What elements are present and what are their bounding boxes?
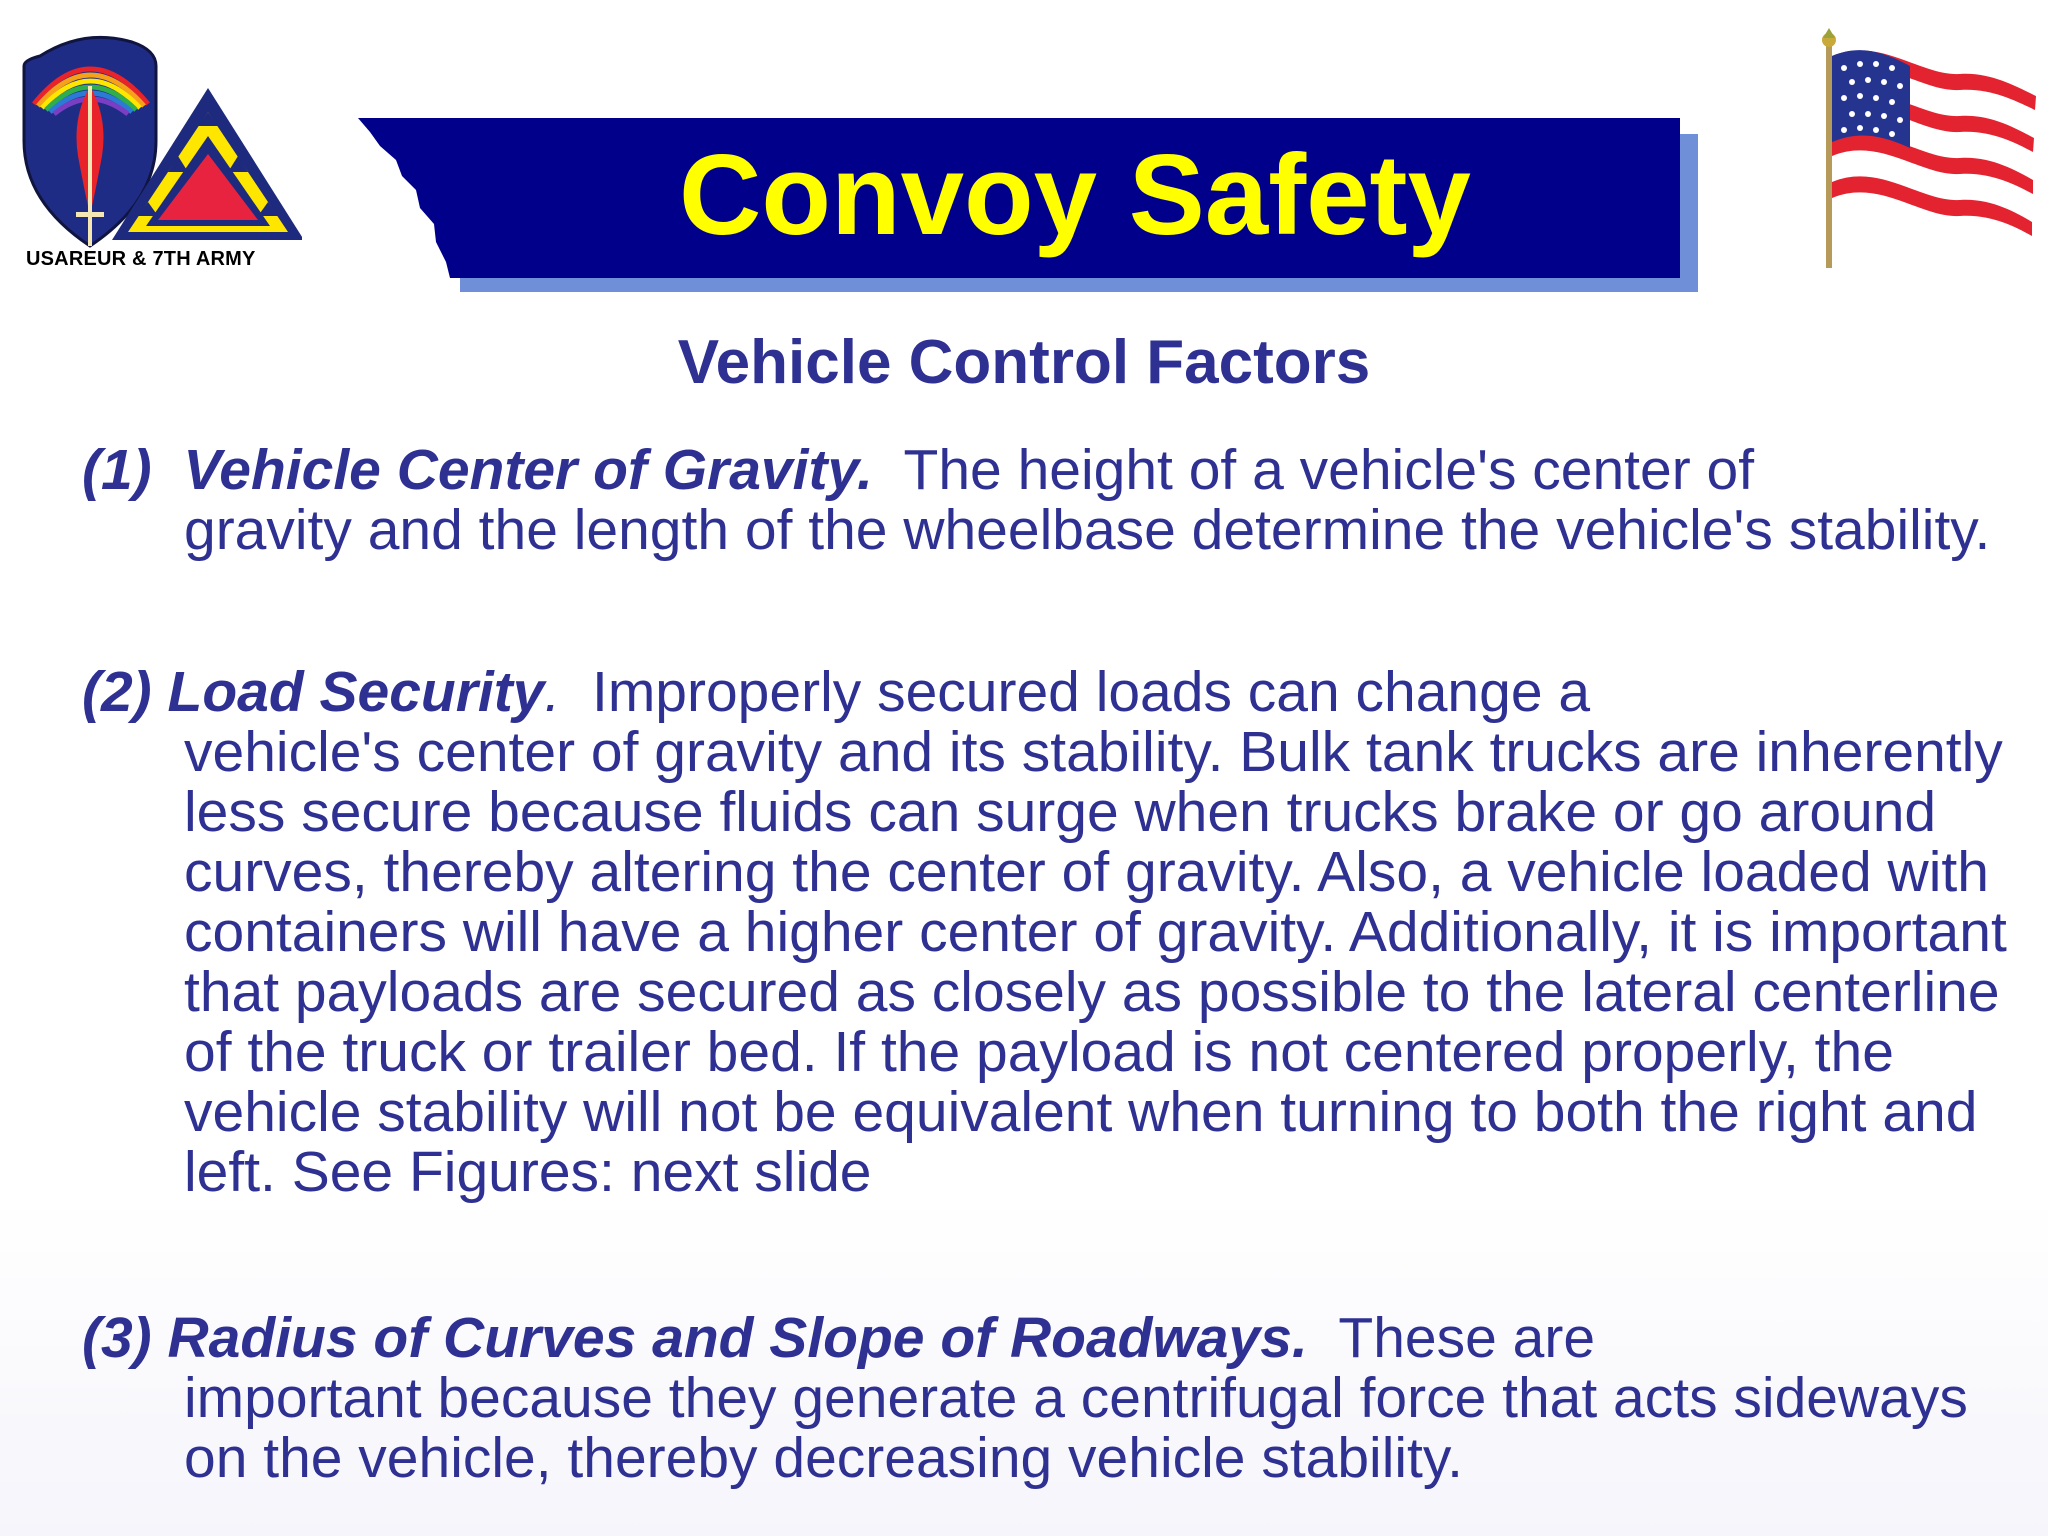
factor-heading-suffix: .	[544, 660, 561, 724]
factor-body: important because they generate a centrifugal force that acts sideways on the vehicle, thereby decreasing vehicle stability.	[184, 1366, 1968, 1490]
insignia-caption: USAREUR & 7TH ARMY	[26, 248, 256, 270]
factor-heading: Vehicle Center of Gravity.	[183, 438, 873, 502]
factor-lead-line	[82, 440, 2012, 500]
factor-lead-text: Improperly secured loads can change a	[591, 660, 1591, 724]
factor-item-3	[82, 1308, 2012, 1488]
factor-number: (2)	[82, 660, 152, 724]
factor-heading: Radius of Curves and Slope of Roadways.	[167, 1306, 1308, 1370]
insignia-emblems	[22, 26, 302, 276]
factor-body: vehicle's center of gravity and its stability. Bulk tank trucks are inherently less secure because fluids can surge when trucks brake or go around curves, thereby altering the center of gravity. Also, a vehicle loaded with containers will have a higher center of gravity. Additionally, it is important that payloads are secured as closely as possible to the lateral centerline of the truck or trailer bed. If the payload is not centered properly, the vehicle stability will not be equivalent when turning to both the right and left. See Figures: next slide	[184, 720, 2007, 1204]
factor-lead-text: The height of a vehicle's center of	[903, 438, 1755, 502]
page-title: Convoy Safety	[679, 132, 1471, 259]
factor-item-2	[82, 662, 2012, 1202]
factor-lead-line	[82, 1308, 2012, 1368]
factor-body: gravity and the length of the wheelbase determine the vehicle's stability.	[184, 498, 1991, 562]
factor-number: (1)	[82, 438, 152, 502]
factor-item-1	[82, 440, 2012, 560]
factor-number: (3)	[82, 1306, 152, 1370]
factor-lead-line	[82, 662, 2012, 722]
section-heading: Vehicle Control Factors	[677, 328, 1371, 397]
factor-heading: Load Security	[167, 660, 545, 724]
factor-lead-text: These are	[1338, 1306, 1596, 1370]
us-flag-icon	[1820, 26, 2040, 271]
